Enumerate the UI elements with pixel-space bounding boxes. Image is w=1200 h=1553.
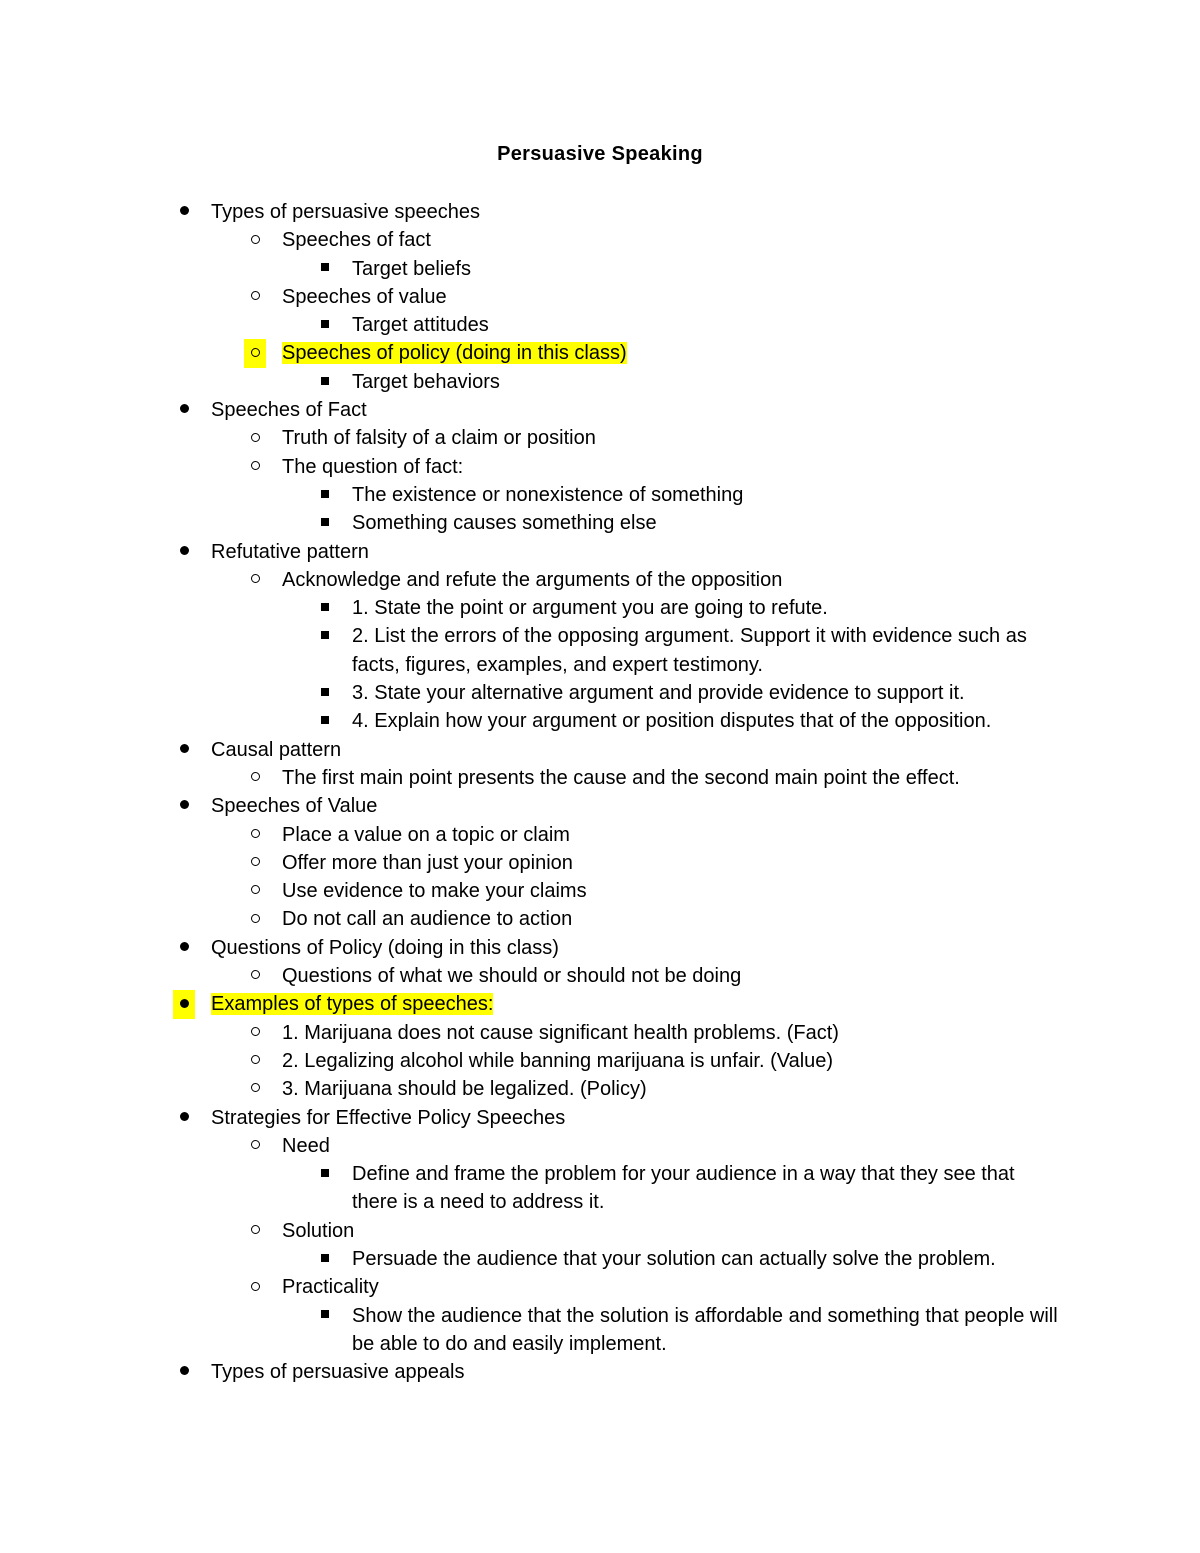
list-item-text — [211, 538, 1071, 566]
list-item-text — [352, 622, 1062, 679]
hollow-circle-bullet-icon — [244, 339, 266, 367]
list-item — [0, 566, 1200, 594]
list-item — [0, 198, 1200, 226]
list-item-label: Speeches of policy (doing in this class) — [282, 342, 627, 365]
list-item — [0, 453, 1200, 481]
hollow-circle-bullet-icon — [244, 821, 266, 849]
filled-circle-bullet-icon — [173, 736, 195, 764]
list-item — [0, 679, 1200, 707]
square-bullet-icon — [314, 255, 336, 283]
hollow-circle-bullet-icon — [244, 962, 266, 990]
square-bullet-icon — [314, 368, 336, 396]
square-bullet-icon — [314, 679, 336, 707]
list-item-text — [352, 707, 1062, 735]
list-item-text — [282, 764, 1072, 792]
list-item-text — [282, 453, 1072, 481]
square-bullet-icon — [314, 1302, 336, 1330]
list-item-label: Truth of falsity of a claim or position — [282, 427, 596, 450]
list-item-text — [352, 368, 1062, 396]
hollow-circle-bullet-icon — [244, 283, 266, 311]
list-item — [0, 255, 1200, 283]
hollow-circle-bullet-icon — [244, 226, 266, 254]
list-item-label: Examples of types of speeches: — [211, 993, 494, 1016]
filled-circle-bullet-icon — [173, 990, 195, 1018]
list-item-text — [282, 877, 1072, 905]
list-item-text — [352, 1160, 1062, 1217]
list-item-text — [282, 1132, 1072, 1160]
list-item-label: Show the audience that the solution is affordable and something that people will be able to do and easily implement. — [352, 1304, 1058, 1355]
list-item — [0, 1019, 1200, 1047]
list-item-label: Causal pattern — [211, 738, 342, 761]
list-item-label: 3. Marijuana should be legalized. (Policy) — [282, 1078, 647, 1101]
list-item-text — [352, 311, 1062, 339]
list-item — [0, 424, 1200, 452]
list-item-label: Speeches of Fact — [211, 399, 367, 422]
list-item-label: Questions of what we should or should not be doing — [282, 965, 742, 988]
list-item — [0, 792, 1200, 820]
list-item — [0, 622, 1200, 679]
list-item-label: Refutative pattern — [211, 540, 369, 563]
list-item-label: Target attitudes — [352, 314, 489, 337]
list-item-label: Persuade the audience that your solution can actually solve the problem. — [352, 1247, 996, 1270]
list-item — [0, 1302, 1200, 1359]
filled-circle-bullet-icon — [173, 198, 195, 226]
list-item-text — [352, 255, 1062, 283]
filled-circle-bullet-icon — [173, 396, 195, 424]
list-item-label: Need — [282, 1134, 330, 1157]
list-item — [0, 311, 1200, 339]
hollow-circle-bullet-icon — [244, 1075, 266, 1103]
list-item-text — [352, 481, 1062, 509]
list-item-label: The first main point presents the cause and the second main point the effect. — [282, 766, 960, 789]
bullet-outline — [0, 198, 1200, 1386]
list-item-text — [211, 736, 1071, 764]
list-item-label: Acknowledge and refute the arguments of the opposition — [282, 568, 783, 591]
list-item-text — [211, 1104, 1071, 1132]
list-item-text — [352, 509, 1062, 537]
list-item-label: Types of persuasive speeches — [211, 201, 481, 223]
list-item — [0, 764, 1200, 792]
list-item-label: Solution — [282, 1219, 355, 1242]
list-item-label: 2. List the errors of the opposing argument. Support it with evidence such as facts, figures, examples, and expert testimony. — [352, 625, 1027, 676]
filled-circle-bullet-icon — [173, 1358, 195, 1386]
filled-circle-bullet-icon — [173, 792, 195, 820]
list-item-label: Questions of Policy (doing in this class) — [211, 936, 559, 959]
list-item — [0, 538, 1200, 566]
list-item-text — [282, 849, 1072, 877]
list-item-text — [282, 1019, 1072, 1047]
hollow-circle-bullet-icon — [244, 1217, 266, 1245]
square-bullet-icon — [314, 1245, 336, 1273]
hollow-circle-bullet-icon — [244, 1019, 266, 1047]
list-item-text — [211, 198, 1071, 226]
list-item-label: Define and frame the problem for your audience in a way that they see that there is a need to address it. — [352, 1163, 1015, 1214]
hollow-circle-bullet-icon — [244, 1273, 266, 1301]
list-item-label: 4. Explain how your argument or position disputes that of the opposition. — [352, 710, 992, 733]
list-item-label: 2. Legalizing alcohol while banning marijuana is unfair. (Value) — [282, 1049, 834, 1072]
list-item — [0, 1075, 1200, 1103]
list-item — [0, 1245, 1200, 1273]
list-item — [0, 283, 1200, 311]
list-item-label: 1. Marijuana does not cause significant health problems. (Fact) — [282, 1021, 839, 1044]
list-item-text — [282, 339, 1072, 367]
list-item-text — [352, 1302, 1062, 1359]
page-title: Persuasive Speaking — [497, 143, 703, 165]
list-item — [0, 1132, 1200, 1160]
list-item-text — [282, 1047, 1072, 1075]
list-item-text — [282, 566, 1072, 594]
list-item — [0, 1217, 1200, 1245]
list-item-label: Strategies for Effective Policy Speeches — [211, 1106, 566, 1129]
list-item-text — [282, 226, 1072, 254]
list-item-text — [282, 283, 1072, 311]
list-item-label: Practicality — [282, 1276, 379, 1299]
list-item-text — [282, 1075, 1072, 1103]
list-item — [0, 481, 1200, 509]
hollow-circle-bullet-icon — [244, 877, 266, 905]
list-item — [0, 905, 1200, 933]
square-bullet-icon — [314, 707, 336, 735]
hollow-circle-bullet-icon — [244, 1132, 266, 1160]
hollow-circle-bullet-icon — [244, 905, 266, 933]
list-item-label: Do not call an audience to action — [282, 908, 573, 931]
list-item — [0, 1358, 1200, 1386]
list-item — [0, 1160, 1200, 1217]
list-item — [0, 877, 1200, 905]
list-item-text — [282, 962, 1072, 990]
hollow-circle-bullet-icon — [244, 764, 266, 792]
list-item — [0, 226, 1200, 254]
hollow-circle-bullet-icon — [244, 1047, 266, 1075]
list-item — [0, 821, 1200, 849]
list-item-label: 1. State the point or argument you are going to refute. — [352, 597, 828, 620]
filled-circle-bullet-icon — [173, 934, 195, 962]
list-item-label: Place a value on a topic or claim — [282, 823, 570, 846]
list-item-text — [352, 594, 1062, 622]
list-item-text — [352, 679, 1062, 707]
list-item-text — [211, 934, 1071, 962]
list-item — [0, 1104, 1200, 1132]
list-item — [0, 1047, 1200, 1075]
square-bullet-icon — [314, 622, 336, 650]
hollow-circle-bullet-icon — [244, 453, 266, 481]
list-item-label: Speeches of fact — [282, 229, 431, 252]
list-item-text — [211, 1358, 1071, 1386]
list-item — [0, 396, 1200, 424]
list-item-label: Speeches of Value — [211, 795, 378, 818]
list-item-text — [282, 821, 1072, 849]
hollow-circle-bullet-icon — [244, 424, 266, 452]
square-bullet-icon — [314, 1160, 336, 1188]
hollow-circle-bullet-icon — [244, 849, 266, 877]
list-item-text — [282, 905, 1072, 933]
list-item-text — [282, 1217, 1072, 1245]
list-item-text — [282, 424, 1072, 452]
list-item-label: Target beliefs — [352, 257, 471, 280]
list-item — [0, 990, 1200, 1018]
list-item — [0, 849, 1200, 877]
list-item — [0, 509, 1200, 537]
list-item-label: Something causes something else — [352, 512, 657, 535]
square-bullet-icon — [314, 481, 336, 509]
square-bullet-icon — [314, 594, 336, 622]
list-item — [0, 1273, 1200, 1301]
list-item-label: Speeches of value — [282, 285, 447, 308]
list-item-text — [211, 792, 1071, 820]
filled-circle-bullet-icon — [173, 538, 195, 566]
list-item-text — [352, 1245, 1062, 1273]
list-item — [0, 594, 1200, 622]
list-item-text — [211, 990, 1071, 1018]
list-item — [0, 736, 1200, 764]
square-bullet-icon — [314, 509, 336, 537]
square-bullet-icon — [314, 311, 336, 339]
list-item-label: Use evidence to make your claims — [282, 880, 587, 903]
list-item-label: Target behaviors — [352, 370, 500, 393]
list-item-label: 3. State your alternative argument and provide evidence to support it. — [352, 682, 965, 705]
list-item-text — [211, 396, 1071, 424]
filled-circle-bullet-icon — [173, 1104, 195, 1132]
list-item — [0, 368, 1200, 396]
list-item-label: Types of persuasive appeals — [211, 1361, 465, 1384]
list-item-label: The question of fact: — [282, 455, 464, 478]
list-item-text — [282, 1273, 1072, 1301]
list-item — [0, 339, 1200, 367]
list-item-label: Offer more than just your opinion — [282, 851, 573, 874]
list-item — [0, 962, 1200, 990]
list-item — [0, 934, 1200, 962]
list-item-label: The existence or nonexistence of something — [352, 483, 744, 506]
hollow-circle-bullet-icon — [244, 566, 266, 594]
list-item — [0, 707, 1200, 735]
